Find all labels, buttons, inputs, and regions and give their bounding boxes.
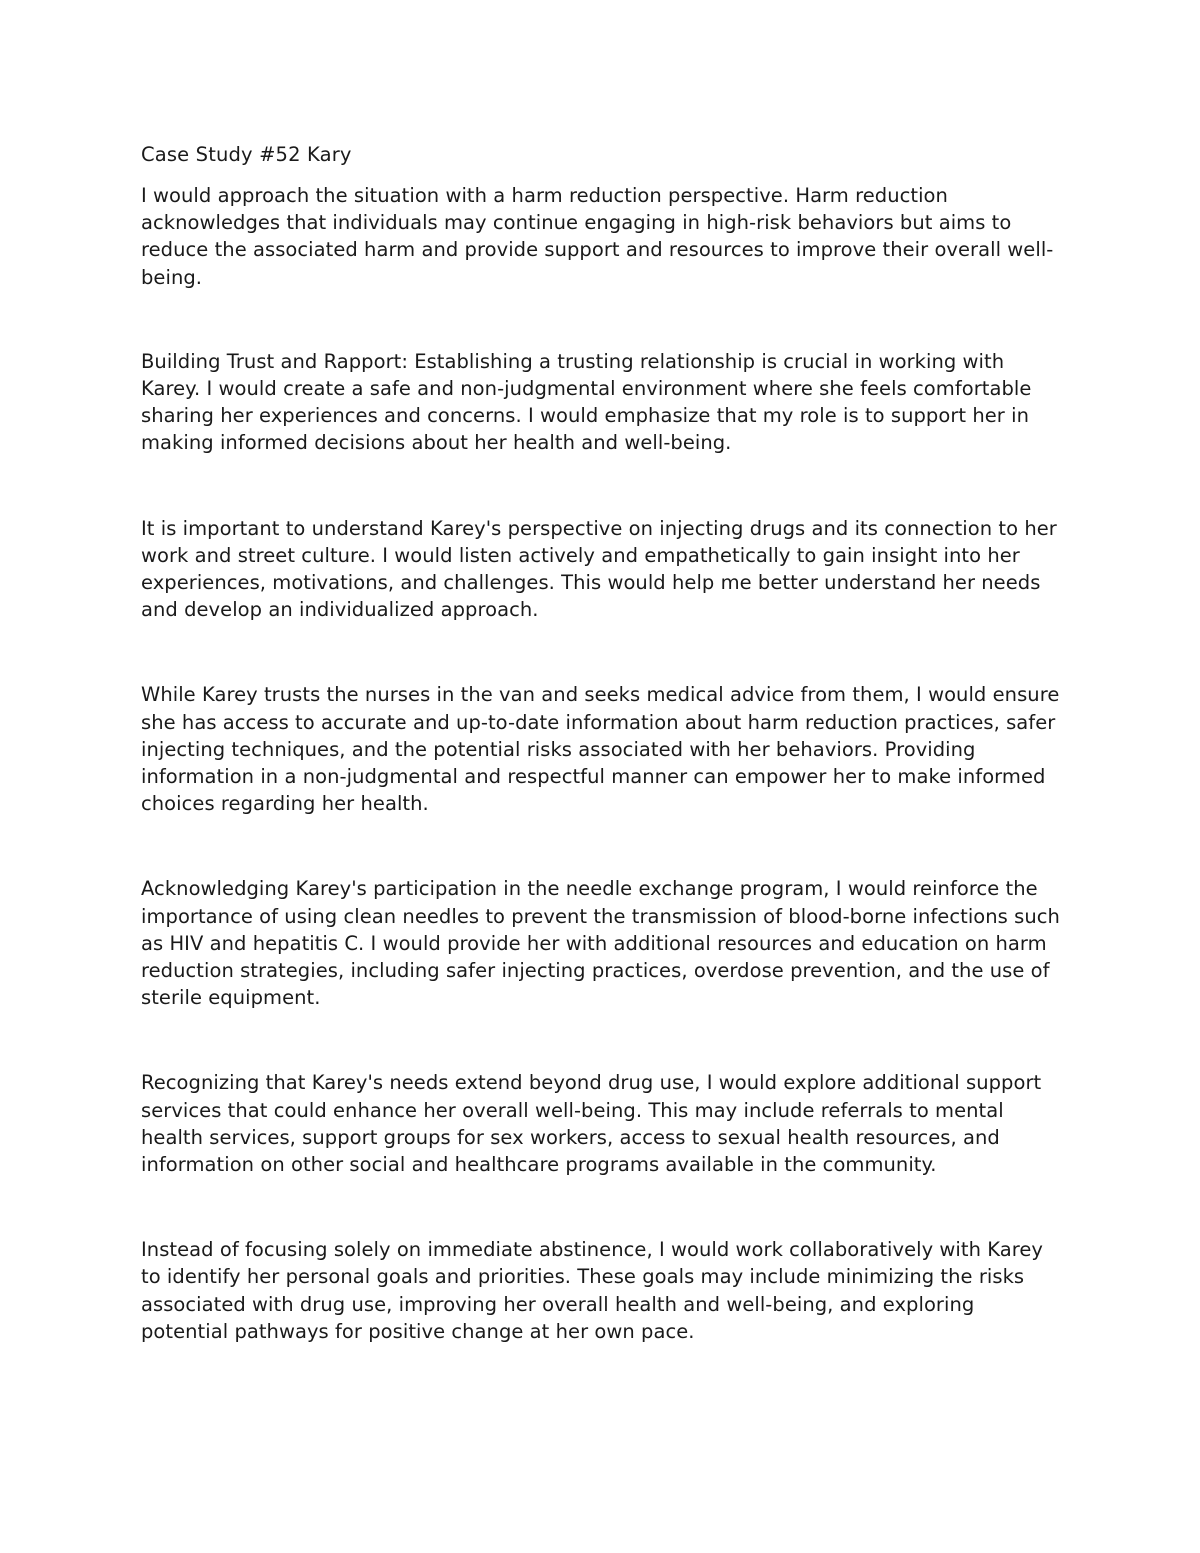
paragraph-personal-goals: Instead of focusing solely on immediate abstinence, I would work collaboratively with Karey to identify her personal goals and priorities. These goals may include minimizing the risks associated with drug use, improving her overall health and well-being, and exploring potential pathways for positive change at her own pace. [141,1238,1044,1343]
paragraph-needle-exchange: Acknowledging Karey's participation in the needle exchange program, I would reinforce the importance of using clean needles to prevent the transmission of blood-borne infections such as HIV and hepatitis C. I would provide her with additional resources and education on harm reduction strategies, including safer injecting practices, overdose prevention, and the use of sterile equipment. [141,877,1060,1010]
paragraph-harm-reduction-intro: I would approach the situation with a harm reduction perspective. Harm reduction acknowledges that individuals may continue engaging in high-risk behaviors but aims to reduce the associated harm and provide support and resources to improve their overall well-being. [141,184,1054,289]
paragraph-support-services: Recognizing that Karey's needs extend beyond drug use, I would explore additional support services that could enhance her overall well-being. This may include referrals to mental health services, support groups for sex workers, access to sexual health resources, and information on other social and healthcare programs available in the community. [141,1071,1042,1177]
document-body [141,141,1061,1345]
paragraph-building-trust: Building Trust and Rapport: Establishing a trusting relationship is crucial in working with Karey. I would create a safe and non-judgmental environment where she feels comfortable sharing her experiences and concerns. I would emphasize that my role is to support her in making informed decisions about her health and well-being. [141,349,1032,455]
document-title: Case Study #52 Kary [141,143,352,166]
paragraph-access-information: While Karey trusts the nurses in the van and seeks medical advice from them, I would ensure she has access to accurate and up-to-date information about harm reduction practices, safer injecting techniques, and the potential risks associated with her behaviors. Providing information in a non-judgmental and respectful manner can empower her to make informed choices regarding her health. [141,683,1060,816]
paragraph-understanding-perspective: It is important to understand Karey's perspective on injecting drugs and its connection to her work and street culture. I would listen actively and empathetically to gain insight into her experiences, motivations, and challenges. This would help me better understand her needs and develop an individualized approach. [141,516,1057,622]
